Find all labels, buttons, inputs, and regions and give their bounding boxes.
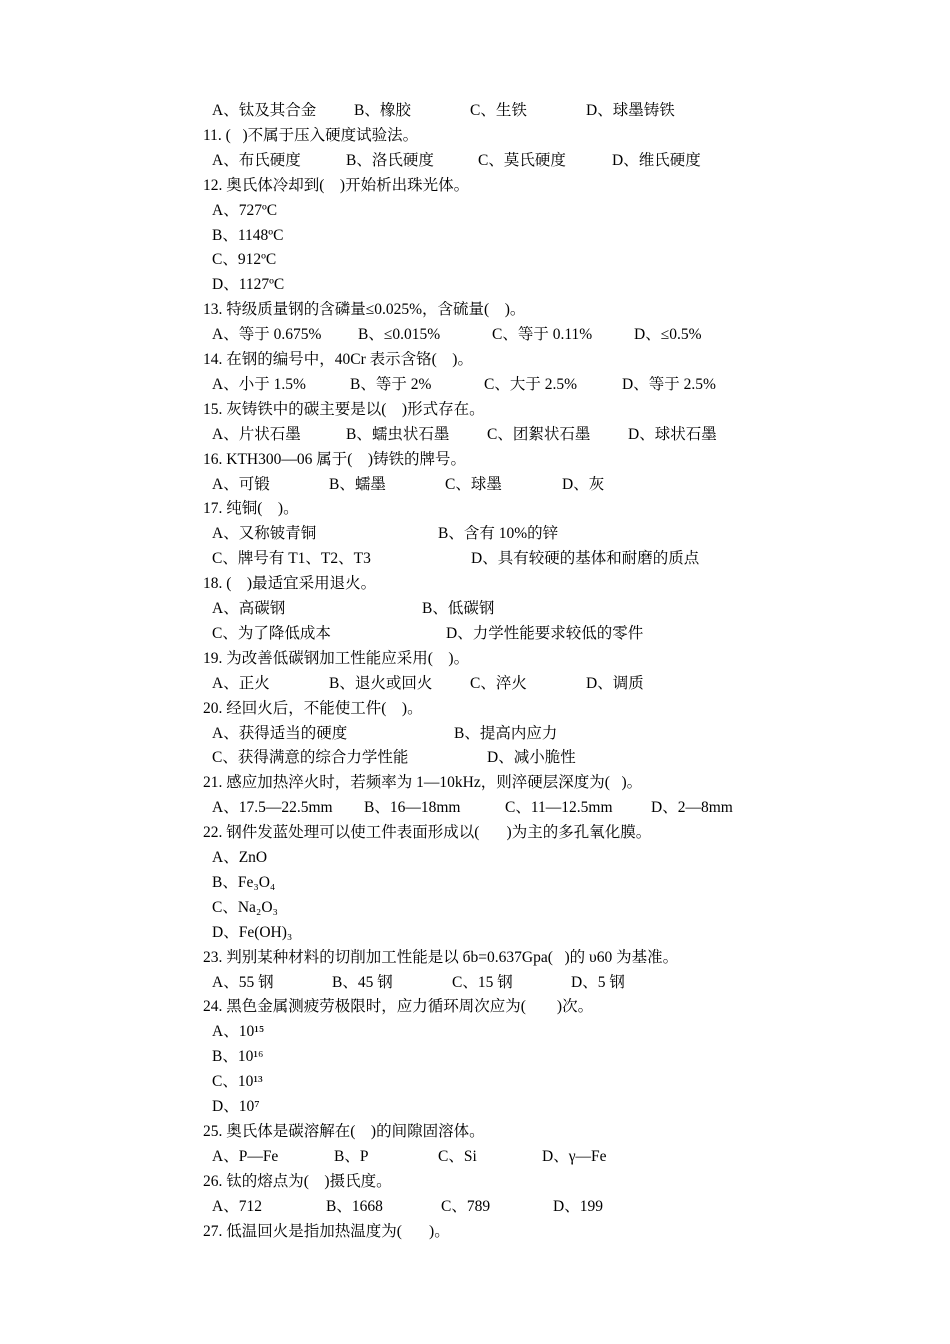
answer-option: B、橡胶 <box>354 102 411 119</box>
option-row <box>0 923 950 943</box>
answer-option: A、712 <box>212 1197 262 1215</box>
option-row <box>0 101 950 121</box>
option-row <box>0 1097 950 1117</box>
answer-option: C、牌号有 T1、T2、T3 <box>212 550 371 568</box>
question-text: 24. 黑色金属测疲劳极限时，应力循环周次应为( )次。 <box>203 998 594 1016</box>
answer-option: B、≤0.015% <box>358 326 441 344</box>
answer-option: D、10⁷ <box>212 1098 260 1115</box>
answer-option: C、10¹³ <box>212 1073 263 1091</box>
option-row <box>0 151 950 171</box>
answer-option: C、Si <box>438 1147 477 1165</box>
option-row <box>0 1022 950 1042</box>
answer-option: C、为了降低成本 <box>212 624 331 642</box>
option-row <box>0 724 950 744</box>
answer-option: B、低碳钢 <box>422 600 495 617</box>
option-row <box>0 973 950 993</box>
option-row <box>0 425 950 445</box>
answer-option: C、生铁 <box>470 102 527 119</box>
answer-option: B、10¹⁶ <box>212 1048 264 1066</box>
answer-option: D、等于 2.5% <box>622 375 716 393</box>
answer-option: C、Na₂O₃ <box>212 898 278 916</box>
option-row <box>0 1072 950 1092</box>
answer-option: D、≤0.5% <box>634 326 702 344</box>
answer-option: A、高碳钢 <box>212 600 286 617</box>
answer-option: A、727ºC <box>212 201 278 219</box>
answer-option: A、布氏硬度 <box>212 151 301 169</box>
answer-option: A、P—Fe <box>212 1147 279 1165</box>
question-text: 21. 感应加热淬火时，若频率为 1—10kHz，则淬硬层深度为( )。 <box>203 774 643 792</box>
option-row <box>0 798 950 818</box>
answer-option: D、维氏硬度 <box>612 151 701 169</box>
answer-option: B、退火或回火 <box>329 674 433 692</box>
option-row <box>0 848 950 868</box>
answer-option: C、11—12.5mm <box>505 799 613 817</box>
answer-option: D、1127ºC <box>212 276 285 294</box>
option-row <box>0 624 950 644</box>
option-row <box>0 898 950 918</box>
question-text: 22. 钢件发蓝处理可以使工件表面形成以( )为主的多孔氧化膜。 <box>203 824 652 842</box>
answer-option: D、调质 <box>586 674 644 692</box>
answer-option: C、912ºC <box>212 251 277 269</box>
answer-option: B、提高内应力 <box>454 724 558 742</box>
answer-option: C、789 <box>441 1197 491 1215</box>
answer-option: A、17.5—22.5mm <box>212 799 333 817</box>
question-text: 15. 灰铸铁中的碳主要是以( )形式存在。 <box>203 400 485 418</box>
answer-option: B、45 钢 <box>332 973 393 991</box>
option-row <box>0 325 950 345</box>
answer-option: B、Fe₃O₄ <box>212 873 276 891</box>
question-text: 26. 钛的熔点为( )摄氏度。 <box>203 1172 392 1190</box>
answer-option: B、1148ºC <box>212 226 284 244</box>
question-text: 19. 为改善低碳钢加工性能应采用( )。 <box>203 649 470 667</box>
answer-option: C、等于 0.11% <box>492 326 593 344</box>
answer-option: B、等于 2% <box>350 375 432 393</box>
answer-option: D、γ—Fe <box>542 1147 607 1165</box>
answer-option: B、含有 10%的锌 <box>438 525 559 543</box>
question-text: 13. 特级质量钢的含磷量≤0.025%，含硫量( )。 <box>203 301 526 319</box>
answer-option: A、ZnO <box>212 849 268 866</box>
question-text: 14. 在钢的编号中，40Cr 表示含铬( )。 <box>203 351 473 368</box>
answer-option: B、蠕墨 <box>329 475 386 493</box>
answer-option: C、球墨 <box>445 475 502 493</box>
answer-option: D、减小脆性 <box>487 749 576 767</box>
option-row <box>0 873 950 893</box>
option-row <box>0 375 950 395</box>
answer-option: D、Fe(OH)₃ <box>212 923 293 941</box>
answer-option: B、1668 <box>326 1197 383 1215</box>
question-text: 25. 奥氏体是碳溶解在( )的间隙固溶体。 <box>203 1122 485 1140</box>
answer-option: A、等于 0.675% <box>212 326 322 344</box>
question-text: 27. 低温回火是指加热温度为( )。 <box>203 1222 450 1240</box>
question-text: 16. KTH300—06 属于( )铸铁的牌号。 <box>203 450 467 468</box>
answer-option: D、具有较硬的基体和耐磨的质点 <box>471 550 700 568</box>
option-row <box>0 475 950 495</box>
option-row <box>0 226 950 246</box>
answer-option: A、小于 1.5% <box>212 375 306 393</box>
answer-option: C、大于 2.5% <box>484 375 578 393</box>
answer-option: D、球墨铸铁 <box>586 102 675 119</box>
question-text: 11. ( )不属于压入硬度试验法。 <box>203 126 419 144</box>
answer-option: B、洛氏硬度 <box>346 151 434 169</box>
answer-option: A、获得适当的硬度 <box>212 724 348 742</box>
option-row <box>0 748 950 768</box>
option-row <box>0 549 950 569</box>
option-row <box>0 524 950 544</box>
answer-option: C、淬火 <box>470 674 527 692</box>
answer-option: A、可锻 <box>212 475 270 493</box>
answer-option: B、16—18mm <box>364 799 461 817</box>
answer-option: A、55 钢 <box>212 973 274 991</box>
answer-option: D、5 钢 <box>571 973 625 991</box>
answer-option: C、获得满意的综合力学性能 <box>212 749 409 767</box>
question-text: 12. 奥氏体冷却到( )开始析出珠光体。 <box>203 176 470 194</box>
question-text: 17. 纯铜( )。 <box>203 500 299 518</box>
answer-option: D、灰 <box>562 475 605 493</box>
answer-option: A、又称铍青铜 <box>212 525 317 543</box>
answer-option: A、片状石墨 <box>212 425 301 443</box>
answer-option: C、团絮状石墨 <box>487 425 591 443</box>
question-text: 20. 经回火后，不能使工件( )。 <box>203 699 423 717</box>
option-row <box>0 1197 950 1217</box>
option-row <box>0 674 950 694</box>
question-text: 23. 判别某种材料的切削加工性能是以 бb=0.637Gpa( )的 υ60 为基准。 <box>203 948 679 966</box>
answer-option: D、球状石墨 <box>628 425 717 443</box>
option-row <box>0 599 950 619</box>
option-row <box>0 1147 950 1167</box>
answer-option: B、蠕虫状石墨 <box>346 425 450 443</box>
option-row <box>0 275 950 295</box>
option-row <box>0 250 950 270</box>
option-row <box>0 201 950 221</box>
answer-option: D、力学性能要求较低的零件 <box>446 624 644 642</box>
answer-option: C、莫氏硬度 <box>478 151 566 169</box>
answer-option: B、P <box>334 1147 369 1165</box>
option-row <box>0 1047 950 1067</box>
answer-option: A、正火 <box>212 674 270 692</box>
answer-option: C、15 钢 <box>452 973 513 991</box>
question-text: 18. ( )最适宜采用退火。 <box>203 575 377 593</box>
answer-option: D、199 <box>553 1197 603 1215</box>
answer-option: D、2—8mm <box>651 799 733 817</box>
answer-option: A、10¹⁵ <box>212 1023 265 1041</box>
answer-option: A、钛及其合金 <box>212 102 317 119</box>
